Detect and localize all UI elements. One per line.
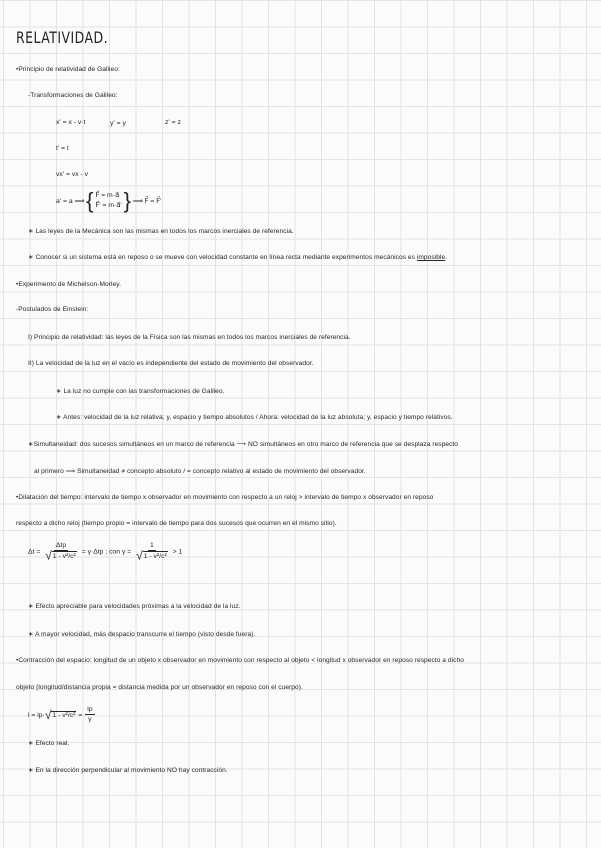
impossible-word: imposible	[416, 254, 446, 261]
time-dilation: •Dilatación del tiempo: intervalo de tiempo x observador en movimiento con respecto a un reloj > intervalo de tiempo x observador en reposo	[16, 494, 434, 501]
note-appreciable: ∗ Efecto apreciable para velocidades próximas a la velocidad de la luz.	[28, 603, 241, 610]
contraction-eq: =	[78, 711, 83, 719]
sqrt-icon: √	[44, 708, 52, 722]
simultaneity: ∗Simultaneidad: dos sucesos simultáneos en un marco de referencia ⟶ NO simultáneos en otro marco de referencia que se desplaza respecto	[28, 441, 459, 448]
contraction-lhs: l = lp·	[28, 711, 45, 719]
time-dilation-cont: respecto a dicho reloj (tiempo propio = intervalo de tiempo para dos sucesos que ocurren en el mismo sitio).	[16, 520, 337, 527]
simultaneity-cont: al primero ⟹ Simultaneidad ≠ concepto absoluto / = concepto relativo al estado de movimiento del observador.	[34, 468, 366, 475]
eq-a: a' = a ⟹	[56, 197, 85, 205]
eq-y: y' = y	[110, 120, 126, 127]
contraction-fraction	[85, 706, 94, 724]
eq-x: x' = x - v·t	[56, 119, 86, 126]
dilation-tail: > 1	[172, 548, 183, 556]
gamma-den: 1 - v²/c²	[143, 553, 167, 560]
contraction-rad: 1 - v²/c²	[52, 711, 76, 719]
postulate-2: II) La velocidad de la luz en el vacío es independiente del estado de movimiento del observador.	[28, 360, 314, 367]
eq-f1: F⃗ = m·a⃗	[95, 192, 120, 199]
eq-f2: F⃗' = m·a⃗'	[95, 202, 122, 209]
note-impossible-dot: .	[445, 254, 448, 261]
contraction-formula	[28, 706, 96, 724]
note-impossible-text: ∗ Conocer si un sistema está en reposo o se mueve con velocidad constante en línea recta mediante experimentos mecánicos es	[28, 254, 417, 261]
force-stack	[95, 191, 121, 211]
space-contraction-cont: objeto (longitud/distancia propia = distancia medida por un observador en reposo con el cuerpo).	[16, 684, 303, 691]
michelson-heading: •Experimento de Michelson-Morley.	[16, 281, 121, 288]
postulate-1: I) Principio de relatividad: las leyes de la Física son las mismas en todos los marcos inerciales de referencia.	[28, 334, 351, 341]
sqrt-icon: √	[136, 548, 143, 563]
galileo-transformations-heading: -Transformaciones de Galileo:	[28, 92, 118, 99]
contraction-num: lp	[87, 706, 93, 713]
note-impossible	[28, 253, 447, 261]
brace-close: }	[123, 188, 131, 213]
galileo-principle-heading: •Principio de relatividad de Galileo:	[16, 66, 120, 73]
eq-velocity: vx' = vx - v	[56, 171, 89, 178]
dilation-fraction	[43, 542, 79, 561]
note-mechanics-laws: ∗ Las leyes de la Mecánica son las mismas en todos los marcos inerciales de referencia.	[28, 228, 294, 235]
gamma-num: 1	[150, 542, 154, 549]
contraction-den: γ	[88, 716, 92, 723]
dilation-mid: = γ·Δtp ; con γ =	[81, 548, 132, 556]
dilation-lhs: Δt =	[28, 548, 41, 556]
gamma-den-wrap	[134, 548, 170, 563]
page-title: RELATIVIDAD.	[16, 28, 109, 47]
note-perpendicular: ∗ En la dirección perpendicular al movimiento NO hay contracción.	[28, 767, 228, 774]
dilation-num: Δtp	[55, 542, 67, 549]
note-real-effect: ∗ Efecto real.	[28, 740, 70, 747]
einstein-heading: -Postulados de Einstein:	[16, 306, 89, 313]
eq-force-result: ⟹ F⃗ = F⃗'	[132, 197, 162, 205]
dilation-den: 1 - v²/c²	[52, 553, 76, 560]
eq-t: t' = t	[56, 145, 69, 152]
dilation-den-wrap	[43, 548, 79, 563]
sqrt-icon: √	[45, 548, 52, 563]
note-before-now: ∗ Antes: velocidad de la luz relativa; y, espacio y tiempo absolutos / Ahora: velocidad de la luz absoluta; y, espacio y tiempo relativos.	[56, 414, 453, 421]
space-contraction: •Contracción del espacio: longitud de un objeto x observador en movimiento con respecto al objeto < longitud x observador en reposo respecto a dicho	[16, 657, 464, 664]
eq-force-system	[56, 188, 162, 213]
dilation-formula	[28, 542, 182, 561]
brace: {	[86, 188, 94, 213]
note-slower: ∗ A mayor velocidad, más despacio transcurre el tiempo (visto desde fuera).	[28, 631, 256, 638]
note-light-galileo: ∗ La luz no cumple con las transformaciones de Galileo.	[56, 388, 225, 395]
gamma-fraction	[134, 542, 170, 561]
eq-z: z' = z	[165, 119, 181, 126]
